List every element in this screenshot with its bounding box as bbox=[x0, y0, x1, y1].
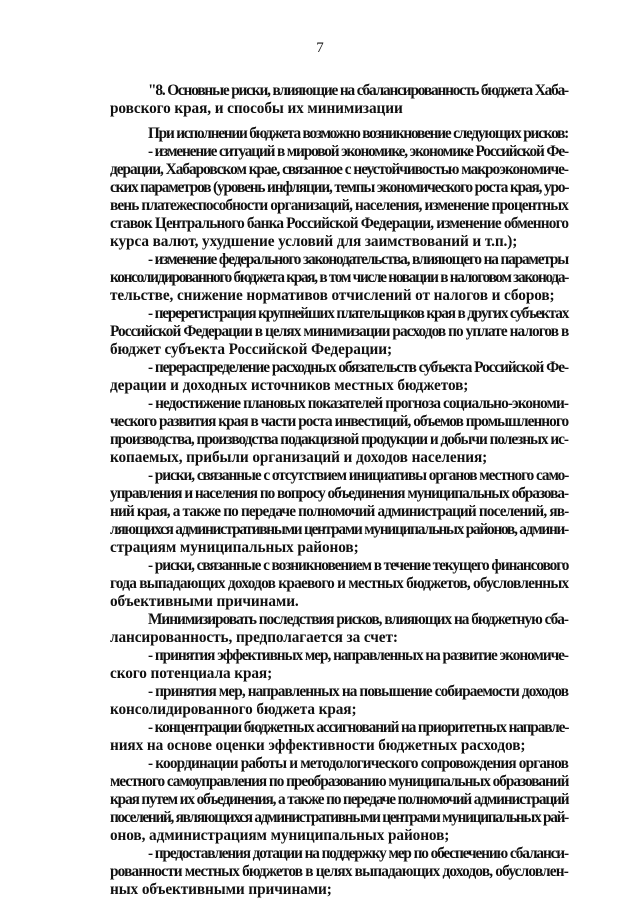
text-line: дерации и доходных источников местных бюджетов; bbox=[110, 377, 469, 394]
heading-line: ровского края, и способы их минимизации bbox=[110, 100, 403, 117]
text-line: - изменение ситуаций в мировой экономике, экономике Российской Фе- bbox=[148, 143, 568, 160]
text-line: ского потенциала края; bbox=[110, 665, 273, 682]
text-line: тельстве, снижение нормативов отчислений от налогов и сборов; bbox=[110, 287, 555, 304]
text-line: ских параметров (уровень инфляции, темпы экономического роста края, уро- bbox=[110, 179, 569, 196]
text-line: онов, администрациям муниципальных районов; bbox=[110, 827, 450, 844]
text-line: вень платежеспособности организаций, населения, изменение процентных bbox=[110, 197, 569, 214]
text-line: курса валют, ухудшение условий для заимствований и т.п.); bbox=[110, 233, 518, 250]
text-line: года выпадающих доходов краевого и местных бюджетов, обусловленных bbox=[110, 575, 569, 592]
text-line: поселений, являющихся административными центрами муниципальных рай- bbox=[110, 809, 568, 826]
text-line: - риски, связанные с отсутствием инициативы органов местного само- bbox=[148, 467, 569, 484]
heading-line: "8. Основные риски, влияющие на сбалансированность бюджета Хаба- bbox=[148, 82, 568, 99]
text-line: консолидированного бюджета края; bbox=[110, 701, 357, 718]
text-line: - недостижение плановых показателей прогноза социально-экономи- bbox=[148, 395, 569, 412]
text-line: ляющихся административными центрами муниципальных районов, админи- bbox=[110, 521, 568, 538]
text-line: ных объективными причинами; bbox=[110, 881, 332, 898]
page-number: 7 bbox=[316, 40, 324, 56]
text-line: - риски, связанные с возникновением в течение текущего финансового bbox=[148, 557, 569, 574]
text-line: страциям муниципальных районов; bbox=[110, 539, 359, 556]
text-line: местного самоуправления по преобразованию муниципальных образований bbox=[110, 773, 569, 790]
text-line: управления и населения по вопросу объединения муниципальных образова- bbox=[110, 485, 568, 502]
text-line: При исполнении бюджета возможно возникновение следующих рисков: bbox=[148, 125, 569, 142]
text-line: ний края, а также по передаче полномочий администраций поселений, яв- bbox=[110, 503, 569, 520]
text-line: рованности местных бюджетов в целях выпадающих доходов, обусловлен- bbox=[110, 863, 568, 880]
text-line: ниях на основе оценки эффективности бюджетных расходов; bbox=[110, 737, 526, 754]
text-line: производства, производства подакцизной продукции и добычи полезных ис- bbox=[110, 431, 568, 448]
text-line: копаемых, прибыли организаций и доходов населения; bbox=[110, 449, 488, 466]
text-line: бюджет субъекта Российской Федерации; bbox=[110, 341, 392, 358]
text-line: - предоставления дотации на поддержку мер по обеспечению сбаланси- bbox=[148, 845, 568, 862]
text-line: края путем их объединения, а также по передаче полномочий администраций bbox=[110, 791, 569, 808]
text-line: - принятия эффективных мер, направленных на развитие экономиче- bbox=[148, 647, 568, 664]
text-line: - концентрации бюджетных ассигнований на приоритетных направле- bbox=[148, 719, 569, 736]
text-line: ставок Центрального банка Российской Федерации, изменение обменного bbox=[110, 215, 569, 232]
text-line: Минимизировать последствия рисков, влияющих на бюджетную сба- bbox=[148, 611, 568, 628]
text-line: - координации работы и методологического сопровождения органов bbox=[148, 755, 568, 772]
text-line: - перерегистрация крупнейших плательщиков края в других субъектах bbox=[148, 305, 569, 322]
text-line: консолидированного бюджета края, в том числе новации в налоговом законода- bbox=[110, 269, 568, 286]
text-line: дерации, Хабаровском крае, связанное с неустойчивостью макроэкономиче- bbox=[110, 161, 568, 178]
text-line: - изменение федерального законодательства, влияющего на параметры bbox=[148, 251, 568, 268]
text-line: - перераспределение расходных обязательств субъекта Российской Фе- bbox=[148, 359, 568, 376]
text-line: лансированность, предполагается за счет: bbox=[110, 629, 398, 646]
text-line: ческого развития края в части роста инвестиций, объемов промышленного bbox=[110, 413, 569, 430]
text-line: объективными причинами. bbox=[110, 593, 299, 610]
text-line: Российской Федерации в целях минимизации расходов по уплате налогов в bbox=[110, 323, 569, 340]
text-line: - принятия мер, направленных на повышение собираемости доходов bbox=[148, 683, 569, 700]
